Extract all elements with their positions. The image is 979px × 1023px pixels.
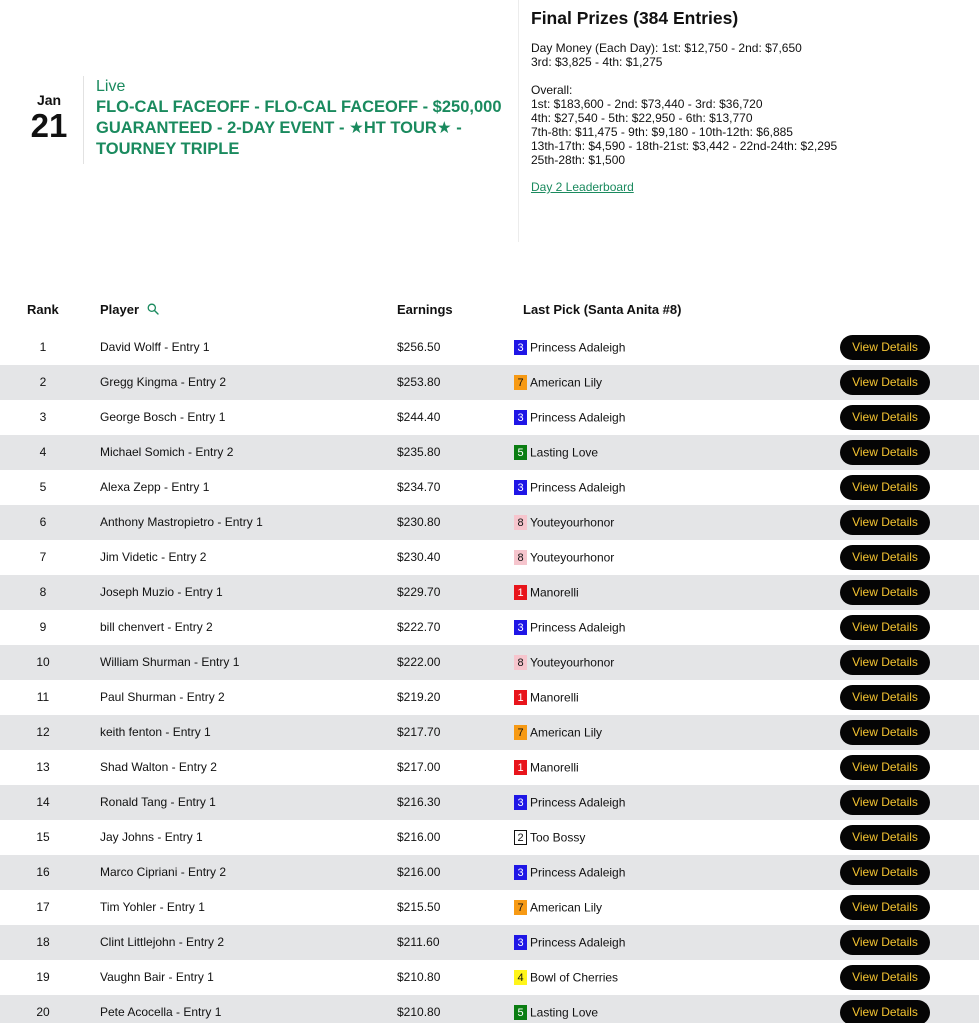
player-cell: William Shurman - Entry 1 [100,655,240,669]
last-pick-cell [514,820,585,855]
table-row [0,890,979,925]
horse-name: Youteyourhonor [530,550,615,565]
view-details-button[interactable]: View Details [840,825,930,850]
table-row [0,925,979,960]
table-row [0,610,979,645]
view-details-button[interactable]: View Details [840,545,930,570]
table-row [0,505,979,540]
earnings-cell: $230.40 [397,550,441,564]
table-row [0,750,979,785]
horse-name: Manorelli [530,690,579,705]
horse-name: Princess Adaleigh [530,620,626,635]
view-details-button[interactable]: View Details [840,580,930,605]
player-cell: Jim Videtic - Entry 2 [100,550,207,564]
horse-name: Lasting Love [530,445,599,460]
spacer [531,69,971,83]
date-divider [83,76,84,164]
horse-name: Princess Adaleigh [530,935,626,950]
earnings-cell: $217.70 [397,725,441,739]
player-cell: Paul Shurman - Entry 2 [100,690,225,704]
view-details-button[interactable]: View Details [840,930,930,955]
rank-cell: 10 [36,655,50,669]
horse-name: Princess Adaleigh [530,480,626,495]
earnings-cell: $215.50 [397,900,441,914]
overall-line: 7th-8th: $11,475 - 9th: $9,180 - 10th-12th: $6,885 [531,125,793,139]
saddle-cloth-number: 1 [514,585,527,600]
last-pick-cell [514,505,614,540]
player-header-label: Player [100,302,140,317]
horse-name: Princess Adaleigh [530,865,626,880]
saddle-cloth-number: 1 [514,690,527,705]
last-pick-cell [514,400,625,435]
saddle-cloth-number: 3 [514,865,527,880]
last-pick-cell [514,715,602,750]
earnings-cell: $216.30 [397,795,441,809]
event-day: 21 [30,107,68,144]
saddle-cloth-number: 3 [514,480,527,495]
player-cell: Michael Somich - Entry 2 [100,445,234,459]
player-cell: keith fenton - Entry 1 [100,725,211,739]
horse-name: Manorelli [530,760,579,775]
view-details-button[interactable]: View Details [840,335,930,360]
table-row [0,365,979,400]
last-pick-cell [514,925,625,960]
rank-cell: 9 [39,620,47,634]
view-details-button[interactable]: View Details [840,510,930,535]
rank-cell: 12 [36,725,50,739]
player-cell: Vaughn Bair - Entry 1 [100,970,214,984]
last-pick-header: Last Pick (Santa Anita #8) [523,302,682,317]
rank-cell: 13 [36,760,50,774]
horse-name: American Lily [530,725,603,740]
saddle-cloth-number: 4 [514,970,527,985]
search-icon[interactable] [147,303,159,315]
player-cell: George Bosch - Entry 1 [100,410,226,424]
day-2-leaderboard-link[interactable]: Day 2 Leaderboard [531,180,634,194]
table-row [0,470,979,505]
view-details-button[interactable]: View Details [840,440,930,465]
table-row [0,435,979,470]
view-details-button[interactable]: View Details [840,790,930,815]
table-row [0,785,979,820]
player-cell: Joseph Muzio - Entry 1 [100,585,223,599]
last-pick-cell [514,960,618,995]
view-details-button[interactable]: View Details [840,895,930,920]
last-pick-cell [514,645,614,680]
earnings-cell: $234.70 [397,480,441,494]
player-cell: Tim Yohler - Entry 1 [100,900,205,914]
horse-name: American Lily [530,375,603,390]
earnings-cell: $244.40 [397,410,441,424]
rank-cell: 15 [36,830,50,844]
saddle-cloth-number: 7 [514,900,527,915]
table-row [0,330,979,365]
earnings-cell: $253.80 [397,375,441,389]
rank-cell: 5 [39,480,47,494]
player-cell: Alexa Zepp - Entry 1 [100,480,210,494]
rank-cell: 11 [36,690,50,704]
overall-line: 4th: $27,540 - 5th: $22,950 - 6th: $13,770 [531,111,753,125]
day-money-line: 3rd: $3,825 - 4th: $1,275 [531,55,663,69]
player-cell: Gregg Kingma - Entry 2 [100,375,227,389]
rank-header: Rank [27,302,59,317]
overall-line: Overall: [531,83,573,97]
rank-cell: 17 [36,900,50,914]
last-pick-cell [514,330,625,365]
last-pick-cell [514,435,598,470]
table-row [0,715,979,750]
saddle-cloth-number: 3 [514,620,527,635]
player-cell: Shad Walton - Entry 2 [100,760,217,774]
table-row [0,575,979,610]
earnings-cell: $216.00 [397,830,441,844]
leaderboard-rows [0,330,979,1023]
table-row [0,820,979,855]
earnings-cell: $216.00 [397,865,441,879]
horse-name: Too Bossy [530,830,586,845]
earnings-header: Earnings [397,302,453,317]
horse-name: Manorelli [530,585,579,600]
horse-name: Bowl of Cherries [530,970,619,985]
earnings-cell: $229.70 [397,585,441,599]
rank-cell: 14 [36,795,50,809]
earnings-cell: $235.80 [397,445,441,459]
overall-line: 1st: $183,600 - 2nd: $73,440 - 3rd: $36,720 [531,97,763,111]
earnings-cell: $211.60 [397,935,440,949]
horse-name: American Lily [530,900,603,915]
event-month: Jan [36,92,62,108]
last-pick-cell [514,365,602,400]
saddle-cloth-number: 3 [514,935,527,950]
player-cell: Jay Johns - Entry 1 [100,830,203,844]
view-details-button[interactable]: View Details [840,615,930,640]
rank-cell: 18 [36,935,50,949]
view-details-button[interactable]: View Details [840,860,930,885]
view-details-button[interactable]: View Details [840,1000,930,1023]
saddle-cloth-number: 3 [514,340,527,355]
table-row [0,855,979,890]
last-pick-cell [514,680,579,715]
rank-cell: 1 [39,340,47,354]
last-pick-cell [514,470,625,505]
table-row [0,995,979,1023]
player-cell: Anthony Mastropietro - Entry 1 [100,515,263,529]
view-details-button[interactable]: View Details [840,685,930,710]
horse-name: Lasting Love [530,1005,599,1020]
event-info [96,78,516,160]
event-title: FLO-CAL FACEOFF - FLO-CAL FACEOFF - $250,000 GUARANTEED - 2-DAY EVENT - ★HT TOUR★ - TOURNEY TRIPLE [96,98,502,158]
view-details-button[interactable]: View Details [840,720,930,745]
overall-line: 25th-28th: $1,500 [531,153,626,167]
last-pick-cell [514,575,579,610]
rank-cell: 8 [39,585,47,599]
player-cell: David Wolff - Entry 1 [100,340,210,354]
view-details-button[interactable]: View Details [840,650,930,675]
earnings-cell: $230.80 [397,515,441,529]
last-pick-cell [514,995,598,1023]
player-cell: Marco Cipriani - Entry 2 [100,865,227,879]
saddle-cloth-number: 8 [514,655,527,670]
table-row [0,960,979,995]
player-cell: Pete Acocella - Entry 1 [100,1005,222,1019]
table-row [0,540,979,575]
player-header [100,302,159,317]
saddle-cloth-number: 7 [514,375,527,390]
horse-name: Princess Adaleigh [530,340,626,355]
player-cell: Ronald Tang - Entry 1 [100,795,216,809]
view-details-button[interactable]: View Details [840,965,930,990]
view-details-button[interactable]: View Details [840,370,930,395]
earnings-cell: $210.80 [397,1005,441,1019]
table-row [0,645,979,680]
overall-line: 13th-17th: $4,590 - 18th-21st: $3,442 - 22nd-24th: $2,295 [531,139,838,153]
table-row [0,680,979,715]
rank-cell: 19 [36,970,50,984]
prize-title: Final Prizes (384 Entries) [531,8,739,28]
horse-name: Youteyourhonor [530,515,615,530]
rank-cell: 3 [39,410,47,424]
saddle-cloth-number: 1 [514,760,527,775]
table-row [0,400,979,435]
saddle-cloth-number: 8 [514,550,527,565]
event-date [24,92,74,142]
saddle-cloth-number: 8 [514,515,527,530]
last-pick-cell [514,855,625,890]
view-details-button[interactable]: View Details [840,475,930,500]
earnings-cell: $219.20 [397,690,441,704]
rank-cell: 16 [36,865,50,879]
rank-cell: 7 [39,550,47,564]
player-cell: Clint Littlejohn - Entry 2 [100,935,225,949]
rank-cell: 6 [39,515,47,529]
last-pick-cell [514,750,579,785]
earnings-cell: $210.80 [397,970,441,984]
earnings-cell: $217.00 [397,760,441,774]
saddle-cloth-number: 5 [514,1005,527,1020]
prize-divider [518,0,519,242]
horse-name: Princess Adaleigh [530,795,626,810]
earnings-cell: $256.50 [397,340,441,354]
saddle-cloth-number: 3 [514,795,527,810]
day-money-line: Day Money (Each Day): 1st: $12,750 - 2nd: $7,650 [531,41,802,55]
last-pick-cell [514,890,602,925]
view-details-button[interactable]: View Details [840,405,930,430]
rank-cell: 20 [36,1005,50,1019]
saddle-cloth-number: 3 [514,410,527,425]
horse-name: Princess Adaleigh [530,410,626,425]
prize-panel [531,8,971,196]
rank-cell: 4 [39,445,47,459]
rank-cell: 2 [39,375,47,389]
saddle-cloth-number: 2 [514,830,527,845]
earnings-cell: $222.00 [397,655,441,669]
earnings-cell: $222.70 [397,620,441,634]
saddle-cloth-number: 5 [514,445,527,460]
saddle-cloth-number: 7 [514,725,527,740]
horse-name: Youteyourhonor [530,655,615,670]
table-header [0,300,979,322]
player-cell: bill chenvert - Entry 2 [100,620,213,634]
last-pick-cell [514,540,614,575]
last-pick-cell [514,785,625,820]
last-pick-cell [514,610,625,645]
event-status: Live [96,78,126,95]
view-details-button[interactable]: View Details [840,755,930,780]
